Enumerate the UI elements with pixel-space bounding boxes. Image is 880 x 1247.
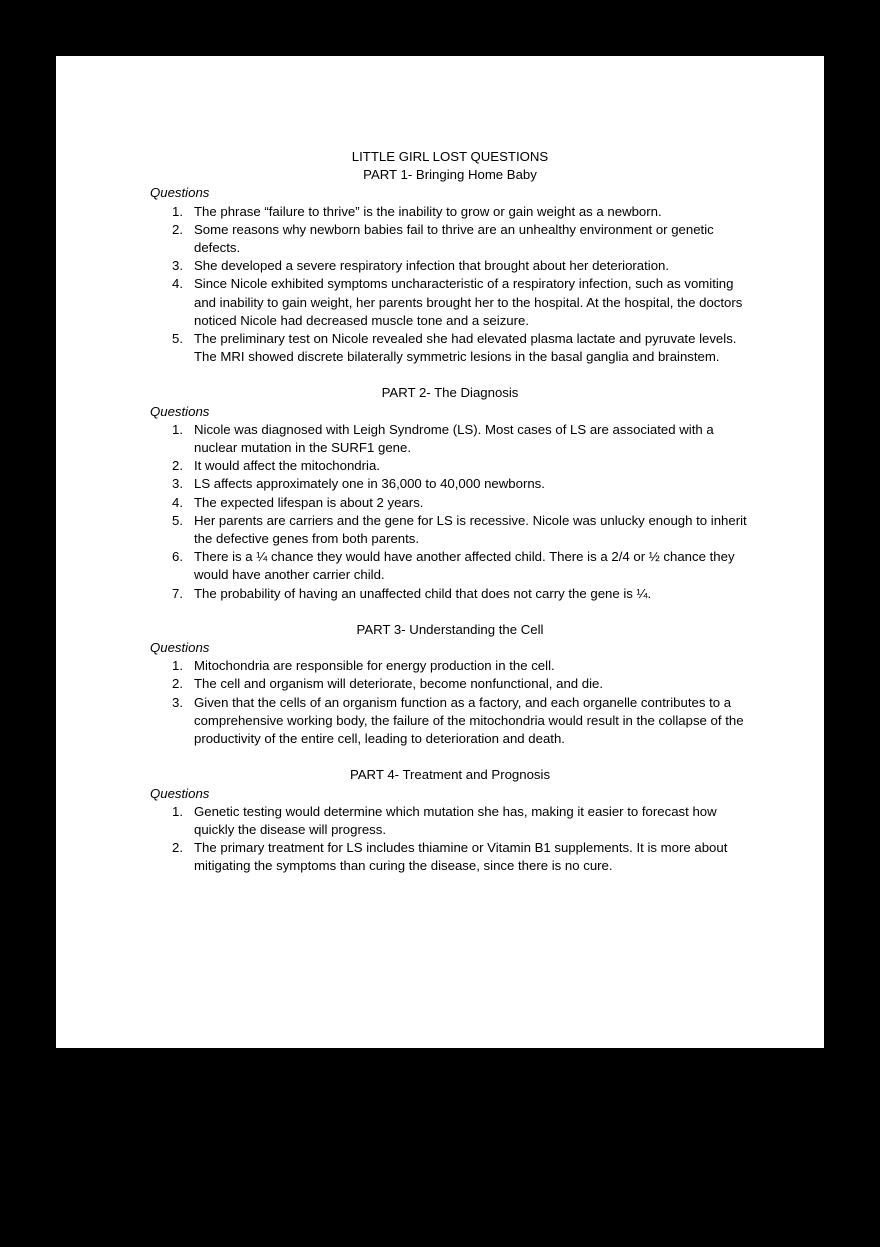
- item-text: The preliminary test on Nicole revealed she had elevated plasma lactate and pyruvate levels. The MRI showed discrete bilaterally symmetric lesions in the basal ganglia and brainstem.: [194, 331, 737, 365]
- list-item: [150, 457, 750, 475]
- item-number: 5.: [172, 331, 183, 347]
- item-number: 2.: [172, 458, 183, 474]
- item-text: The cell and organism will deteriorate, become nonfunctional, and die.: [194, 676, 604, 692]
- item-number: 1.: [172, 658, 183, 674]
- list-item: [150, 585, 750, 603]
- item-text: Given that the cells of an organism function as a factory, and each organelle contributes to a comprehensive working body, the failure of the mitochondria would result in the collapse of the productivity of the entire cell, leading to deterioration and death.: [194, 694, 744, 747]
- item-number: 3.: [172, 258, 183, 274]
- item-text: Genetic testing would determine which mutation she has, making it easier to forecast how quickly the disease will progress.: [194, 803, 717, 837]
- list-item: [150, 475, 750, 493]
- item-number: 2.: [172, 840, 183, 856]
- part-2-section: [150, 384, 750, 602]
- part-heading: PART 2- The Diagnosis: [381, 385, 519, 401]
- item-text: Nicole was diagnosed with Leigh Syndrome (LS). Most cases of LS are associated with a nuclear mutation in the SURF1 gene.: [194, 421, 714, 456]
- item-number: 1.: [172, 803, 183, 819]
- item-number: 5.: [172, 512, 183, 528]
- questions-label: Questions: [150, 640, 210, 656]
- list-item: [150, 675, 750, 693]
- item-number: 2.: [172, 221, 183, 237]
- spacer: [150, 603, 750, 621]
- document-title: LITTLE GIRL LOST QUESTIONS: [351, 149, 549, 164]
- item-number: 4.: [172, 276, 183, 292]
- item-number: 3.: [172, 476, 183, 492]
- item-number: 2.: [172, 676, 183, 692]
- list-item: [150, 203, 750, 221]
- part-heading: PART 4- Treatment and Prognosis: [349, 767, 551, 783]
- item-text: Mitochondria are responsible for energy production in the cell.: [194, 658, 555, 674]
- list-item: [150, 275, 750, 330]
- item-text: Some reasons why newborn babies fail to thrive are an unhealthy environment or genetic defects.: [194, 221, 714, 256]
- item-text: The phrase “failure to thrive” is the inability to grow or gain weight as a newborn.: [194, 203, 662, 219]
- document-page: [56, 56, 824, 1048]
- list-item: [150, 512, 750, 548]
- part-3-section: [150, 621, 750, 748]
- list-item: [150, 257, 750, 275]
- item-number: 3.: [172, 694, 183, 710]
- spacer: [150, 748, 750, 766]
- item-number: 4.: [172, 494, 183, 510]
- part-1-section: [150, 166, 750, 366]
- questions-label: Questions: [150, 185, 210, 201]
- list-item: [150, 657, 750, 675]
- answer-list: [150, 803, 750, 876]
- list-item: [150, 221, 750, 257]
- answer-list: [150, 657, 750, 748]
- item-number: 1.: [172, 421, 183, 437]
- item-text: It would affect the mitochondria.: [194, 458, 380, 474]
- answer-list: [150, 203, 750, 367]
- item-text: Since Nicole exhibited symptoms uncharacteristic of a respiratory infection, such as vomiting and inability to gain weight, her parents brought her to the hospital. At the hospital, the doctors noticed Nicole had decreased muscle tone and a seizure.: [194, 276, 743, 328]
- item-text: LS affects approximately one in 36,000 to 40,000 newborns.: [194, 476, 545, 492]
- item-text: The expected lifespan is about 2 years.: [194, 494, 424, 510]
- list-item: [150, 421, 750, 457]
- item-number: 7.: [172, 585, 183, 601]
- list-item: [150, 694, 750, 749]
- document-content: [150, 148, 750, 876]
- part-heading: PART 3- Understanding the Cell: [356, 621, 544, 637]
- list-item: [150, 839, 750, 875]
- part-4-section: [150, 766, 750, 875]
- questions-label: Questions: [150, 785, 210, 801]
- part-heading: PART 1- Bringing Home Baby: [363, 167, 537, 183]
- list-item: [150, 803, 750, 839]
- list-item: [150, 494, 750, 512]
- item-text: She developed a severe respiratory infection that brought about her deterioration.: [194, 258, 670, 274]
- item-text: The probability of having an unaffected child that does not carry the gene is ¼.: [194, 585, 652, 601]
- questions-label: Questions: [150, 403, 210, 419]
- spacer: [150, 366, 750, 384]
- list-item: [150, 330, 750, 366]
- item-text: There is a ¼ chance they would have another affected child. There is a 2/4 or ½ chance they would have another carrier child.: [194, 549, 735, 583]
- answer-list: [150, 421, 750, 603]
- item-text: The primary treatment for LS includes thiamine or Vitamin B1 supplements. It is more about mitigating the symptoms than curing the disease, since there is no cure.: [194, 840, 728, 874]
- item-number: 1.: [172, 203, 183, 219]
- item-number: 6.: [172, 549, 183, 565]
- item-text: Her parents are carriers and the gene for LS is recessive. Nicole was unlucky enough to inherit the defective genes from both parents.: [194, 512, 747, 547]
- list-item: [150, 548, 750, 584]
